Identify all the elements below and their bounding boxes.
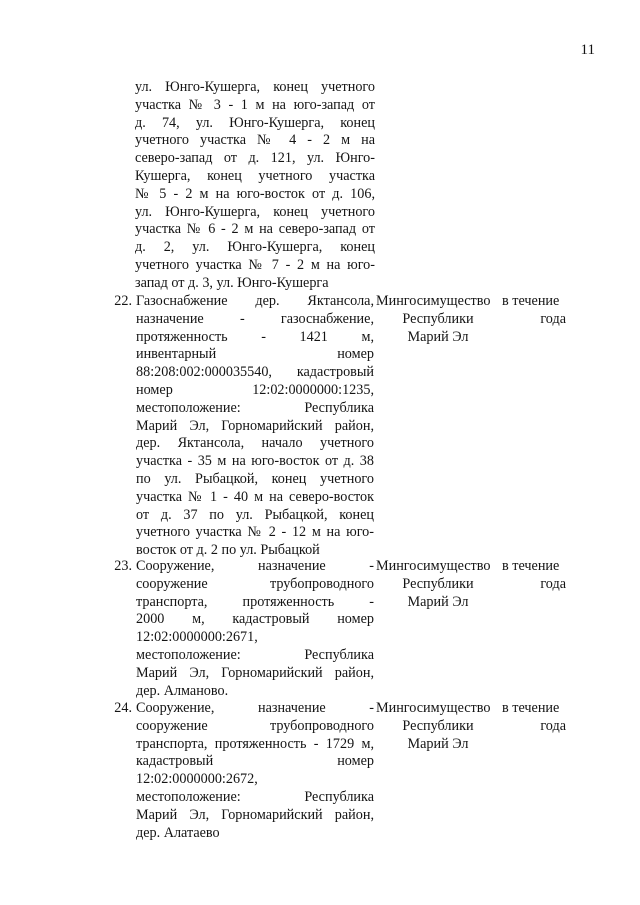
- text-line: № 5 - 2 м на юго-восток от д. 106,: [135, 185, 375, 202]
- row-number: 22.: [114, 293, 132, 309]
- text-line: Республики: [402, 717, 474, 734]
- text-line: от д. 37 по ул. Рыбацкой, конец: [136, 506, 374, 523]
- text-line: инвентарный номер: [136, 346, 374, 363]
- responsible-organization: [376, 700, 500, 753]
- text-line: Мингосимущество: [376, 558, 491, 574]
- text-line: ул. Юнго-Кушерга, конец учетного: [135, 203, 375, 220]
- text-line: участка - 35 м на юго-восток от д. 38: [136, 453, 374, 470]
- text-line: учетного участка № 7 - 2 м на юго-: [135, 256, 375, 273]
- text-line: местоположение: Республика: [136, 646, 374, 663]
- text-line: транспорта, протяженность -: [136, 593, 374, 610]
- text-line: Марий Эл: [407, 593, 469, 610]
- text-line: по ул. Рыбацкой, конец учетного: [136, 470, 374, 487]
- text-line: северо-запад от д. 121, ул. Юнго-: [135, 150, 375, 167]
- text-line: 2000 м, кадастровый номер: [136, 611, 374, 628]
- text-line: запад от д. 3, ул. Юнго-Кушерга: [135, 274, 329, 291]
- text-line: в течение: [502, 558, 560, 574]
- row-number: 24.: [114, 700, 132, 716]
- text-line: д. 74, ул. Юнго-Кушерга, конец: [135, 114, 375, 131]
- deadline: [502, 293, 566, 329]
- text-line: Кушерга, конец учетного участка: [135, 167, 375, 184]
- text-line: в течение: [502, 700, 560, 716]
- text-line: учетного участка № 4 - 2 м на: [135, 132, 375, 149]
- text-line: Газоснабжение дер. Яктансола,: [136, 293, 374, 309]
- text-line: Марий Эл, Горномарийский район,: [136, 664, 374, 681]
- text-line: года: [540, 575, 566, 592]
- text-line: номер 12:02:0000000:1235,: [136, 381, 374, 398]
- row-number: 23.: [114, 558, 132, 574]
- text-line: д. 2, ул. Юнго-Кушерга, конец: [135, 239, 375, 256]
- text-line: Марий Эл: [407, 328, 469, 345]
- text-line: назначение - газоснабжение,: [136, 310, 374, 327]
- text-line: сооружение трубопроводного: [136, 575, 374, 592]
- text-line: местоположение: Республика: [136, 399, 374, 416]
- text-line: участка № 3 - 1 м на юго-запад от: [135, 96, 375, 113]
- text-line: Мингосимущество: [376, 700, 491, 716]
- deadline: [502, 558, 566, 594]
- text-line: восток от д. 2 по ул. Рыбацкой: [136, 542, 320, 559]
- text-line: ул. Юнго-Кушерга, конец учетного: [135, 79, 375, 95]
- text-line: дер. Алатаево: [136, 824, 220, 841]
- text-line: Республики: [402, 575, 474, 592]
- text-line: участка № 6 - 2 м на северо-запад от: [135, 221, 375, 238]
- text-line: года: [540, 717, 566, 734]
- text-line: в течение: [502, 293, 560, 309]
- text-line: Мингосимущество: [376, 293, 491, 309]
- text-line: Республики: [402, 310, 474, 327]
- responsible-organization: [376, 558, 500, 611]
- row-description: [136, 293, 374, 560]
- responsible-organization: [376, 293, 500, 346]
- page-number: 11: [580, 42, 595, 58]
- text-line: Марий Эл: [407, 735, 469, 752]
- continued-description: [135, 79, 375, 293]
- text-line: 88:208:002:000035540, кадастровый: [136, 364, 374, 381]
- text-line: участка № 1 - 40 м на северо-восток: [136, 488, 374, 505]
- text-line: Марий Эл, Горномарийский район,: [136, 806, 374, 823]
- text-line: Сооружение, назначение -: [136, 700, 374, 716]
- text-line: 12:02:0000000:2671,: [136, 629, 258, 646]
- text-line: протяженность - 1421 м,: [136, 328, 374, 345]
- text-line: года: [540, 310, 566, 327]
- text-line: Сооружение, назначение -: [136, 558, 374, 574]
- text-line: дер. Алманово.: [136, 682, 229, 699]
- text-line: дер. Яктансола, начало учетного: [136, 435, 374, 452]
- row-description: [136, 700, 374, 842]
- deadline: [502, 700, 566, 736]
- row-description: [136, 558, 374, 700]
- text-line: Марий Эл, Горномарийский район,: [136, 417, 374, 434]
- text-line: кадастровый номер: [136, 753, 374, 770]
- text-line: транспорта, протяженность - 1729 м,: [136, 735, 374, 752]
- text-line: 12:02:0000000:2672,: [136, 771, 258, 788]
- text-line: учетного участка № 2 - 12 м на юго-: [136, 524, 374, 541]
- text-line: сооружение трубопроводного: [136, 717, 374, 734]
- text-line: местоположение: Республика: [136, 788, 374, 805]
